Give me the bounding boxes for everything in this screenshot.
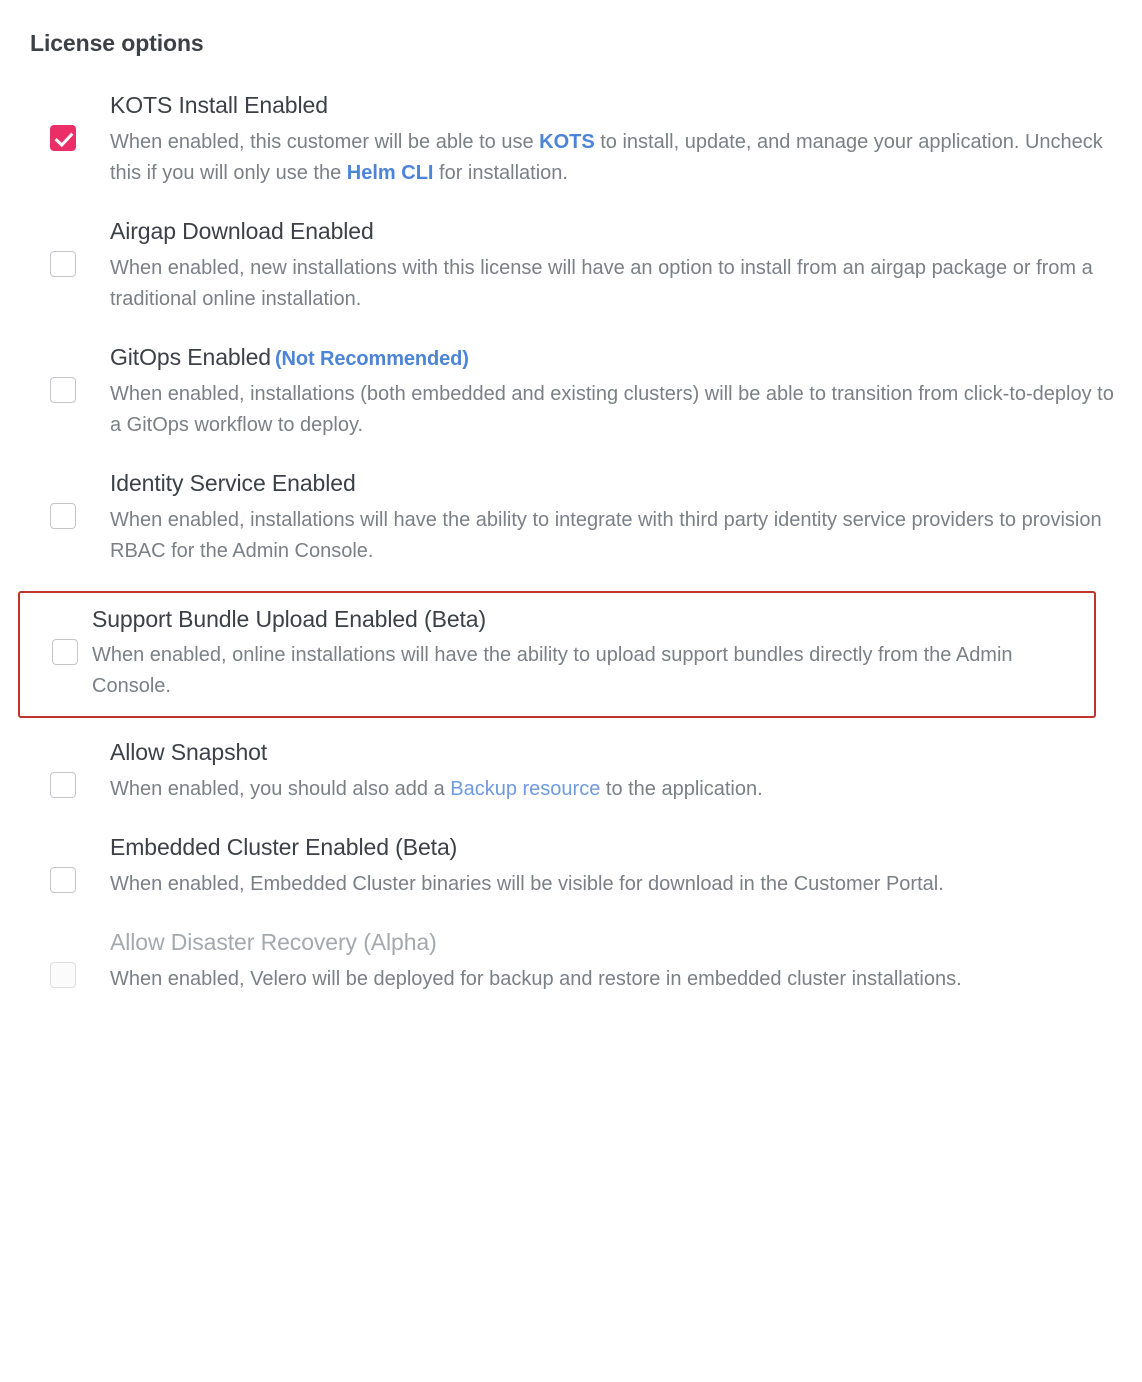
description-text: When enabled, online installations will have the ability to upload support bundles directly from the Admin Console. [92,644,1013,698]
option-title-text: Allow Snapshot [110,739,268,766]
option-title-text: Allow Disaster Recovery (Alpha) [110,929,437,956]
option-description-allow-disaster-recovery [110,964,1114,995]
description-text: When enabled, new installations with this license will have an option to install from an airgap package or from a traditional online installation. [110,256,1093,310]
option-description-identity-service-enabled [110,505,1114,567]
license-option-gitops-enabled [38,343,1114,441]
option-title-embedded-cluster-enabled [110,833,1114,863]
description-text: When enabled, installations will have the ability to integrate with third party identity service providers to provision RBAC for the Admin Console. [110,508,1102,562]
option-description-allow-snapshot [110,774,1114,805]
license-option-support-bundle-upload-enabled [18,591,1096,719]
option-title-text: Support Bundle Upload Enabled (Beta) [92,605,487,632]
option-title-identity-service-enabled [110,469,1114,499]
option-description-gitops-enabled [110,379,1114,441]
option-description-kots-install-enabled [110,127,1114,189]
option-title-support-bundle-upload-enabled [92,605,1084,635]
option-title-kots-install-enabled [110,91,1114,121]
description-text: When enabled, installations (both embedded and existing clusters) will be able to transition from click-to-deploy to a GitOps workflow to deploy. [110,382,1114,436]
inline-link[interactable]: Backup resource [450,778,601,801]
option-title-airgap-download-enabled [110,217,1114,247]
description-text: to install, update, and manage your application. Uncheck this if you will only use the [110,130,1103,184]
description-text: to the application. [600,778,763,801]
checkbox-support-bundle-upload-enabled[interactable] [52,639,78,665]
license-option-allow-disaster-recovery [38,928,1114,995]
description-text: When enabled, you should also add a [110,778,451,801]
description-text: When enabled, this customer will be able to use [110,130,540,153]
option-title-text: Airgap Download Enabled [110,217,374,244]
description-text: for installation. [433,161,568,184]
checkbox-allow-disaster-recovery [50,962,76,988]
license-options-list [38,91,1114,995]
checkbox-embedded-cluster-enabled[interactable] [50,867,76,893]
checkbox-allow-snapshot[interactable] [50,772,76,798]
checkbox-identity-service-enabled[interactable] [50,503,76,529]
checkbox-kots-install-enabled[interactable] [50,125,76,151]
license-option-embedded-cluster-enabled [38,833,1114,900]
option-description-airgap-download-enabled [110,253,1114,315]
option-title-text: GitOps Enabled [110,343,271,370]
page-title: License options [30,30,204,56]
inline-link[interactable]: Helm CLI [346,161,434,184]
option-title-gitops-enabled [110,343,1114,373]
inline-link[interactable]: KOTS [539,130,595,153]
option-title-allow-snapshot [110,738,1114,768]
option-title-text: Identity Service Enabled [110,469,356,496]
description-text: When enabled, Velero will be deployed for backup and restore in embedded cluster installations. [110,968,962,991]
license-option-identity-service-enabled [38,469,1114,567]
license-option-allow-snapshot [38,738,1114,805]
option-description-embedded-cluster-enabled [110,869,1114,900]
checkbox-gitops-enabled[interactable] [50,377,76,403]
option-description-support-bundle-upload-enabled [92,640,1084,702]
license-option-airgap-download-enabled [38,217,1114,315]
license-option-kots-install-enabled [38,91,1114,189]
option-title-allow-disaster-recovery [110,928,1114,958]
description-text: When enabled, Embedded Cluster binaries will be visible for download in the Customer Portal. [110,873,944,896]
option-title-text: Embedded Cluster Enabled (Beta) [110,834,458,861]
option-title-note: (Not Recommended) [274,347,469,370]
option-title-text: KOTS Install Enabled [110,92,328,118]
checkbox-airgap-download-enabled[interactable] [50,251,76,277]
